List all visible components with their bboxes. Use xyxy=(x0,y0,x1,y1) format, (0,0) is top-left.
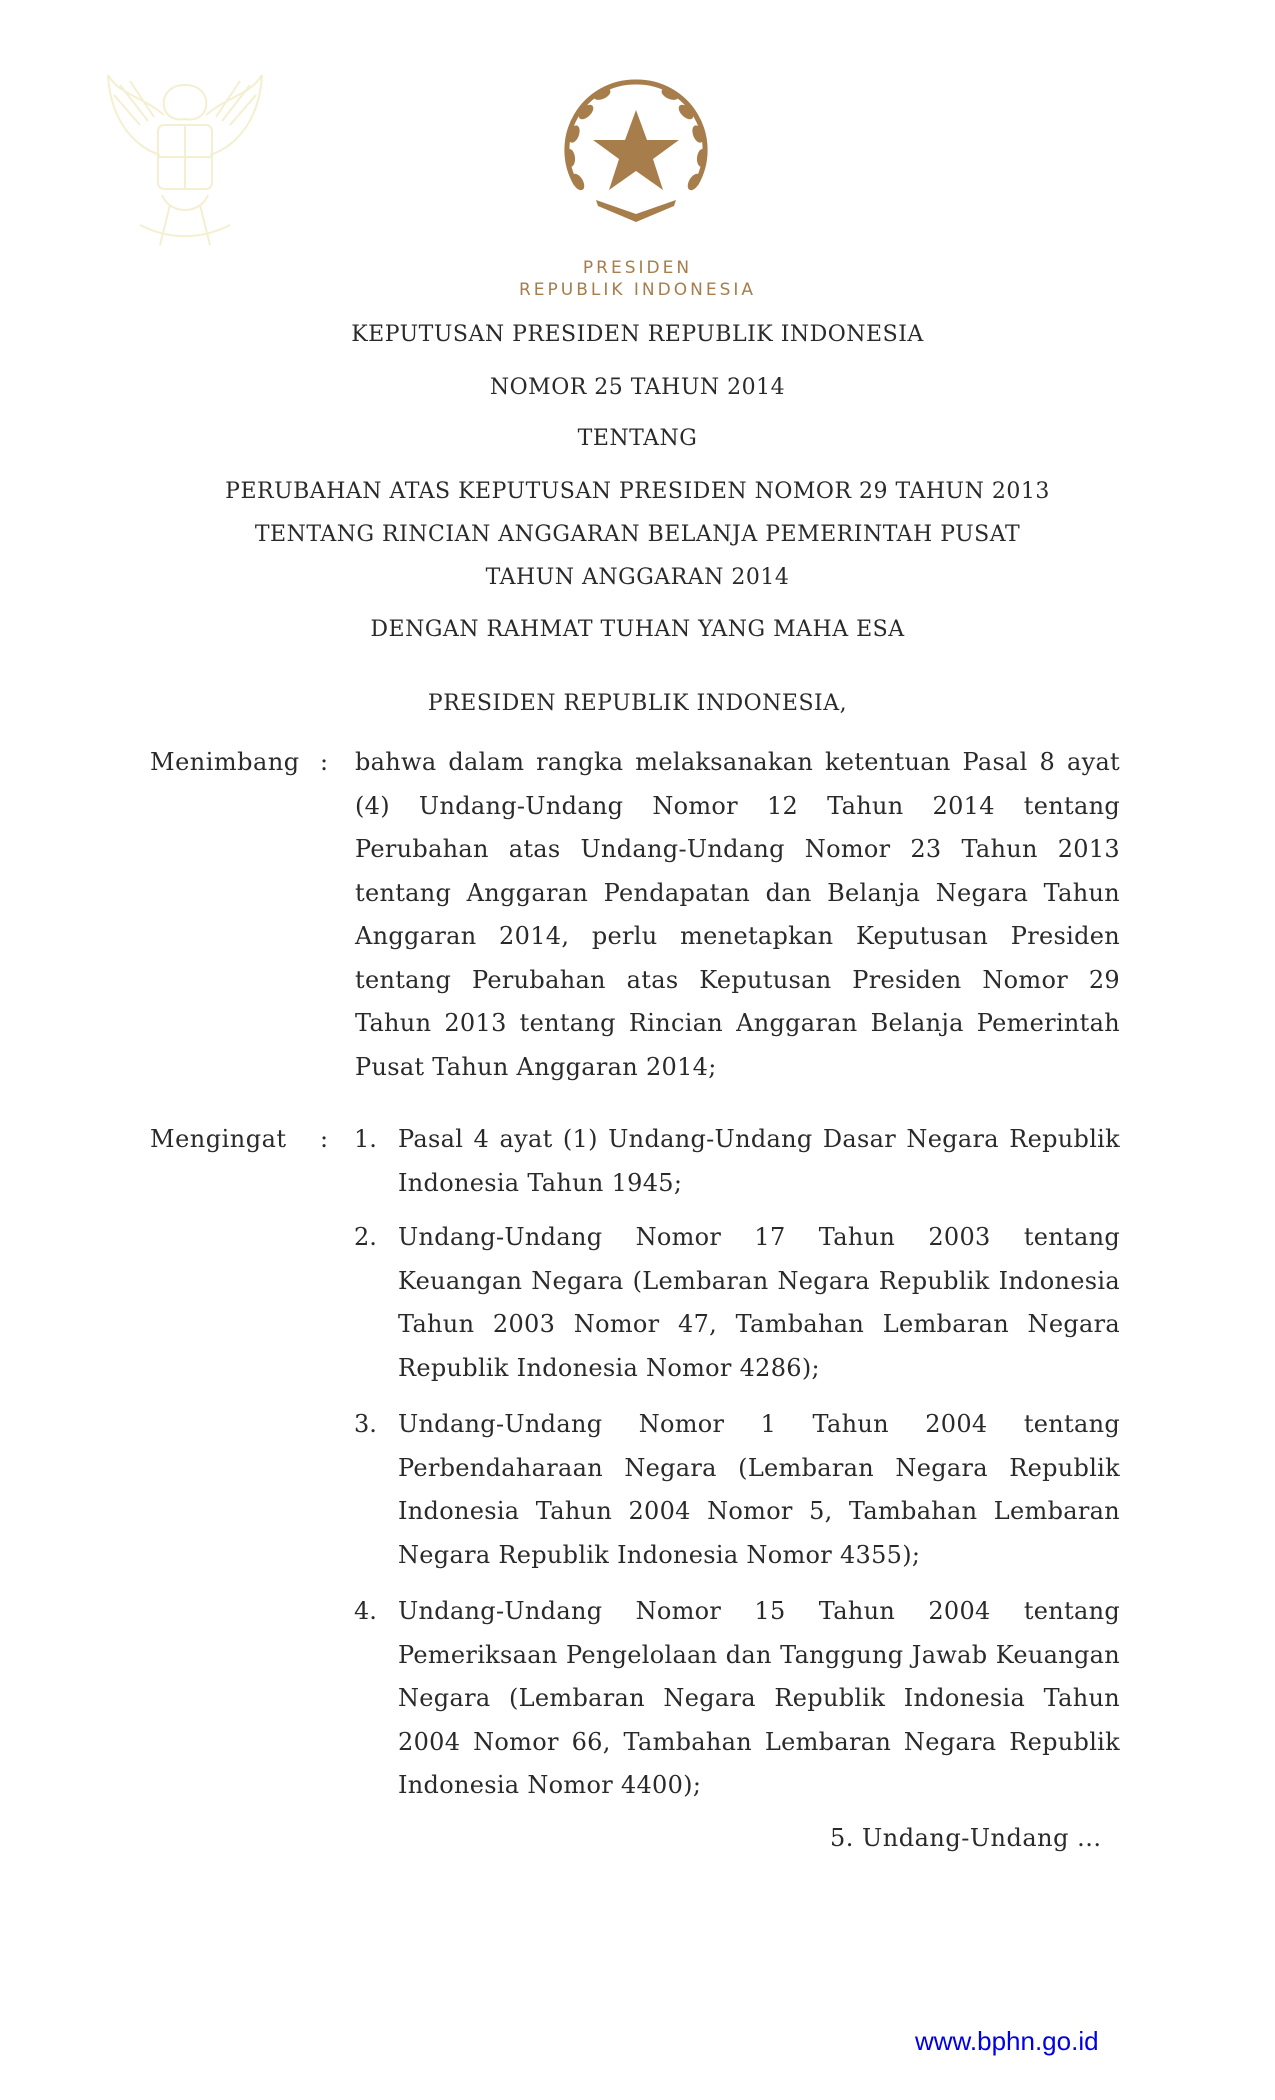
mengingat-item-text: Undang-Undang Nomor 17 Tahun 2003 tentang Keuangan Negara (Lembaran Negara Republik Indonesia Tahun 2003 Nomor 47, Tambahan Lembaran Negara Republik Indonesia Nomor 4286); xyxy=(398,1223,1120,1382)
seal-caption-republik: REPUBLIK INDONESIA xyxy=(518,280,757,300)
mengingat-item-text: Undang-Undang Nomor 1 Tahun 2004 tentang Perbendaharaan Negara (Lembaran Negara Republik Indonesia Tahun 2004 Nomor 5, Tambahan Lembaran Negara Republik Indonesia Nomor 4355); xyxy=(398,1410,1120,1569)
document-subject-line2: TENTANG RINCIAN ANGGARAN BELANJA PEMERINTAH PUSAT xyxy=(254,522,1021,547)
document-subject-line1: PERUBAHAN ATAS KEPUTUSAN PRESIDEN NOMOR 29 TAHUN 2013 xyxy=(225,479,1050,504)
mengingat-item-number: 2. xyxy=(354,1223,377,1251)
mengingat-item-number: 1. xyxy=(354,1125,377,1153)
presidential-seal-icon xyxy=(556,72,716,232)
document-number: NOMOR 25 TAHUN 2014 xyxy=(489,375,786,400)
mengingat-item-number: 3. xyxy=(354,1410,377,1438)
document-title: KEPUTUSAN PRESIDEN REPUBLIK INDONESIA xyxy=(351,322,924,347)
blessing-line: DENGAN RAHMAT TUHAN YANG MAHA ESA xyxy=(370,617,905,642)
menimbang-text: bahwa dalam rangka melaksanakan ketentuan Pasal 8 ayat (4) Undang-Undang Nomor 12 Tahun 2014 tentang Perubahan atas Undang-Undang Nomor 23 Tahun 2013 tentang Anggaran Pendapatan dan Belanja Negara Tahun Anggaran 2014, perlu menetapkan Keputusan Presiden tentang Perubahan atas Keputusan Presiden Nomor 29 Tahun 2013 tentang Rincian Anggaran Belanja Pemerintah Pusat Tahun Anggaran 2014; xyxy=(355,748,1120,1081)
menimbang-colon: : xyxy=(320,748,329,776)
mengingat-item-text: Pasal 4 ayat (1) Undang-Undang Dasar Negara Republik Indonesia Tahun 1945; xyxy=(398,1125,1120,1197)
seal-caption-presiden: PRESIDEN xyxy=(582,258,693,278)
mengingat-colon: : xyxy=(320,1125,329,1153)
document-tentang: TENTANG xyxy=(577,426,698,451)
mengingat-item-number: 4. xyxy=(354,1597,377,1625)
menimbang-label: Menimbang xyxy=(150,748,300,776)
footer-website-link[interactable]: www.bphn.go.id xyxy=(915,2026,1099,2056)
mengingat-label: Mengingat xyxy=(150,1125,287,1153)
mengingat-item-text: Undang-Undang Nomor 15 Tahun 2004 tentang Pemeriksaan Pengelolaan dan Tanggung Jawab Keuangan Negara (Lembaran Negara Republik Indonesia Tahun 2004 Nomor 66, Tambahan Lembaran Negara Republik Indonesia Nomor 4400); xyxy=(398,1597,1120,1799)
page-continuation: 5. Undang-Undang ... xyxy=(830,1824,1102,1852)
garuda-watermark-icon xyxy=(100,55,270,255)
document-subject-line3: TAHUN ANGGARAN 2014 xyxy=(485,565,790,590)
president-heading: PRESIDEN REPUBLIK INDONESIA, xyxy=(427,691,848,716)
